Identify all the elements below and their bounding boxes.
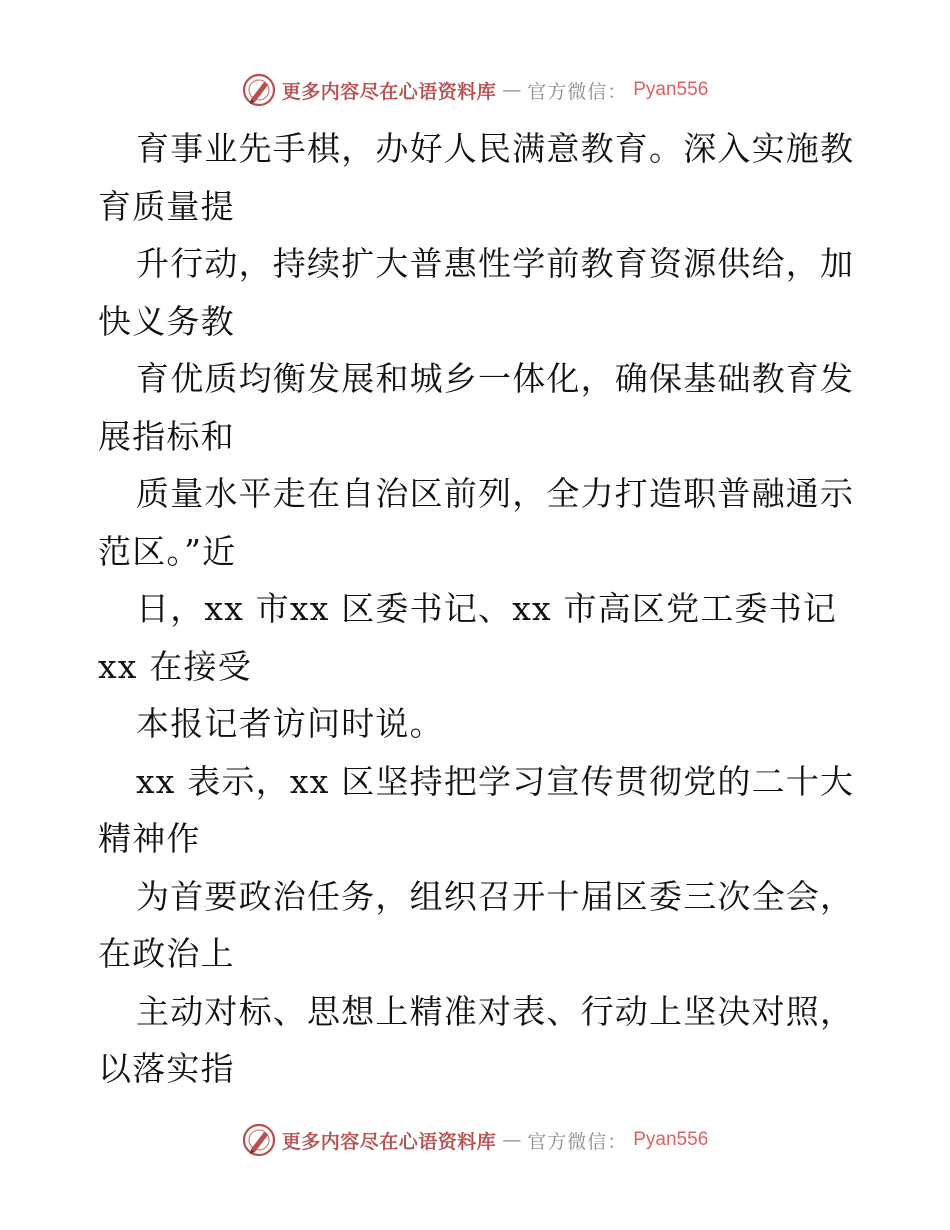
header-wechat-id: Pyan556	[633, 79, 709, 100]
body-line: 在政治上	[98, 934, 235, 973]
header-wechat-label: 官方微信：	[527, 80, 628, 103]
body-line: 育事业先手棋，办好人民满意教育。深入实施教	[136, 129, 855, 168]
body-line: 快义务教	[98, 301, 235, 341]
body-line: 范区。”近	[98, 531, 237, 571]
body-line: 育优质均衡发展和城乡一体化，确保基础教育发	[136, 359, 855, 398]
header-site-text: 更多内容尽在心语资料库	[281, 80, 497, 103]
header-separator: —	[502, 79, 522, 101]
footer-site-text: 更多内容尽在心语资料库	[281, 1130, 497, 1153]
body-line: xx 在接受	[98, 646, 252, 686]
body-line: 本报记者访问时说。	[136, 704, 444, 743]
body-line: 质量水平走在自治区前列，全力打造职普融通示	[136, 474, 855, 513]
body-line: 展指标和	[98, 416, 235, 456]
body-line: 主动对标、思想上精准对表、行动上坚决对照，	[136, 991, 855, 1031]
body-line: xx 表示，xx 区坚持把学习宣传贯彻党的二十大	[136, 761, 855, 801]
body-line: 升行动，持续扩大普惠性学前教育资源供给，加	[136, 244, 855, 283]
pen-logo-icon	[242, 73, 276, 107]
header-watermark-banner	[0, 70, 950, 110]
pen-logo-icon	[242, 1123, 276, 1157]
body-line: 为首要政治任务，组织召开十届区委三次全会，	[136, 876, 855, 916]
body-line: 以落实指	[98, 1049, 235, 1088]
body-line: 日，xx 市xx 区委书记、xx 市高区党工委书记	[136, 589, 838, 628]
footer-watermark-banner	[0, 1120, 950, 1160]
footer-wechat-label: 官方微信：	[527, 1130, 628, 1153]
footer-wechat-id: Pyan556	[633, 1129, 709, 1150]
body-line: 精神作	[98, 819, 201, 858]
document-body	[98, 120, 858, 1098]
body-line: 育质量提	[98, 186, 235, 226]
footer-separator: —	[502, 1129, 522, 1151]
